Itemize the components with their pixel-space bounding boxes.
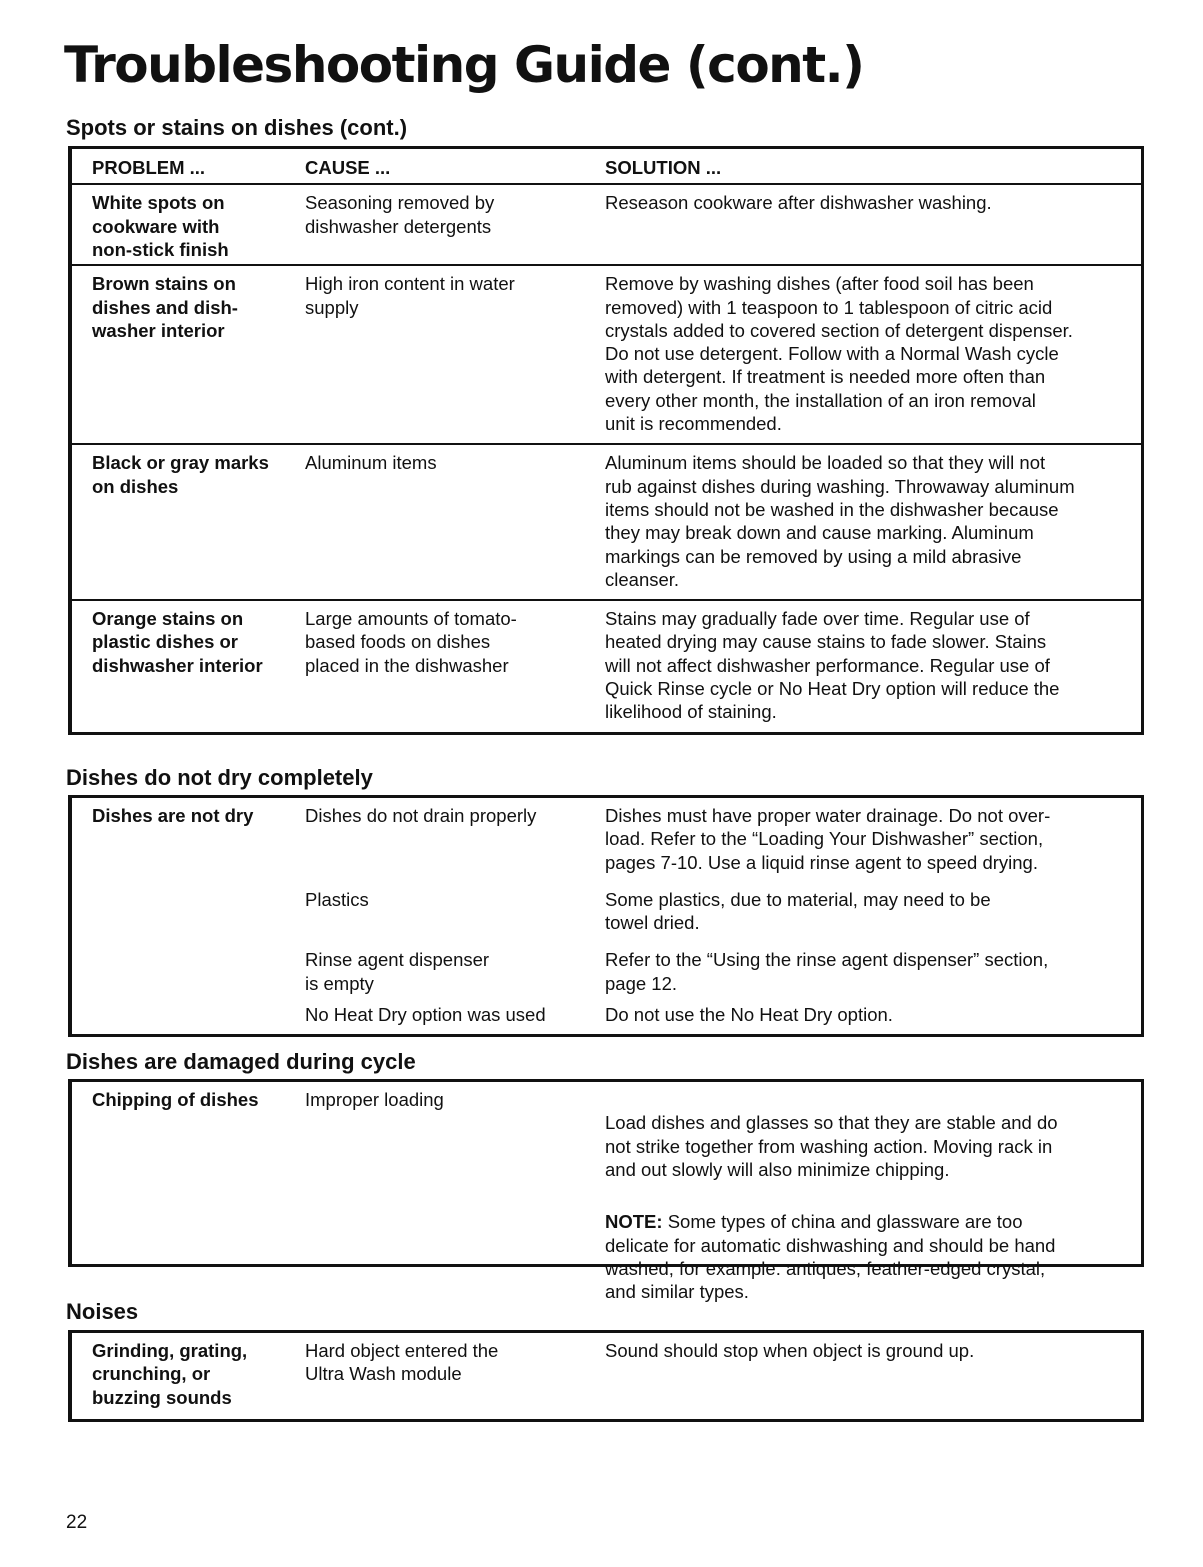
- table-row: [72, 882, 1141, 943]
- cause-cell: Rinse agent dispenser is empty: [305, 949, 490, 994]
- table-row: [72, 599, 1141, 731]
- note-label: NOTE:: [605, 1211, 663, 1233]
- problem-cell: Brown stains on dishes and dish- washer interior: [92, 273, 238, 341]
- solution-cell: [605, 1088, 1141, 1303]
- table-row: [72, 1333, 1141, 1419]
- table-row: [72, 443, 1141, 599]
- header-problem: PROBLEM ...: [92, 157, 206, 178]
- table-row: [72, 183, 1141, 264]
- dry-table: [68, 795, 1144, 1037]
- problem-cell: Dishes are not dry: [92, 805, 254, 826]
- solution-cell: Some plastics, due to material, may need to be towel dried.: [605, 888, 991, 934]
- note-text: Some types of china and glassware are too delicate for automatic dishwashing and should be hand washed; for example: antiques, feather-edged crystal, and similar types.: [605, 1211, 1056, 1303]
- cause-cell: Large amounts of tomato- based foods on dishes placed in the dishwasher: [305, 608, 517, 676]
- section-heading-spots: Spots or stains on dishes (cont.): [66, 115, 408, 140]
- problem-cell: Black or gray marks on dishes: [92, 452, 269, 497]
- solution-text: Load dishes and glasses so that they are stable and do not strike together from washing action. Moving rack in and out slowly will also minimize chipping.: [605, 1112, 1058, 1180]
- problem-cell: [72, 888, 305, 935]
- spots-table: [68, 146, 1144, 735]
- page-number: 22: [66, 1512, 88, 1533]
- solution-cell: Refer to the “Using the rinse agent dispenser” section, page 12.: [605, 949, 1049, 994]
- problem-cell: Orange stains on plastic dishes or dishwasher interior: [92, 608, 263, 676]
- cause-cell: Aluminum items: [305, 452, 437, 474]
- header-solution: SOLUTION ...: [605, 157, 722, 178]
- section-heading-dry: Dishes do not dry completely: [66, 765, 373, 790]
- page-title: Troubleshooting Guide (cont.): [64, 36, 864, 94]
- solution-cell: Do not use the No Heat Dry option.: [605, 1004, 893, 1026]
- solution-cell: Stains may gradually fade over time. Regular use of heated drying may cause stains to fade slower. Stains will not affect dishwasher performance. Regular use of Quick Rinse cycle or No Heat Dry option will reduce the likelihood of staining.: [605, 608, 1060, 723]
- damaged-table: [68, 1079, 1144, 1303]
- table-row: [72, 942, 1141, 1003]
- problem-cell: White spots on cookware with non-stick finish: [92, 192, 229, 260]
- cause-cell: Hard object entered the Ultra Wash module: [305, 1340, 499, 1385]
- problem-cell: Grinding, grating, crunching, or buzzing sounds: [92, 1340, 248, 1408]
- solution-cell: Reseason cookware after dishwasher washing.: [605, 192, 992, 214]
- noises-table: [68, 1330, 1144, 1422]
- cause-cell: Dishes do not drain properly: [305, 805, 537, 826]
- table-row: [72, 1003, 1141, 1034]
- table-row: [72, 264, 1141, 443]
- problem-cell: [72, 948, 305, 995]
- cause-cell: High iron content in water supply: [305, 273, 515, 318]
- header-cause: CAUSE ...: [305, 157, 391, 178]
- solution-cell: Aluminum items should be loaded so that they will not rub against dishes during washing. Throwaway aluminum items should not be washed in the dishwasher because they may break down and cause marking. Aluminum markings can be removed by using a mild abrasive cleanser.: [605, 452, 1075, 590]
- table-header-row: [72, 149, 1141, 183]
- cause-cell: Seasoning removed by dishwasher detergents: [305, 192, 495, 237]
- table-row: [72, 798, 1141, 882]
- solution-cell: Sound should stop when object is ground up.: [605, 1340, 975, 1361]
- solution-cell: Dishes must have proper water drainage. Do not over- load. Refer to the “Loading Your Dishwasher” section, pages 7-10. Use a liquid rinse agent to speed drying.: [605, 805, 1051, 873]
- cause-cell: Improper loading: [305, 1089, 444, 1110]
- problem-cell: Chipping of dishes: [92, 1089, 259, 1110]
- section-heading-damaged: Dishes are damaged during cycle: [66, 1049, 416, 1074]
- table-row: [72, 1082, 1141, 1303]
- solution-cell: Remove by washing dishes (after food soil has been removed) with 1 teaspoon to 1 tablespoon of citric acid crystals added to covered section of detergent dispenser. Do not use detergent. Follow with a Normal Wash cycle with detergent. If treatment is needed more often than every other month, the installation of an iron removal unit is recommended.: [605, 273, 1073, 435]
- cause-cell: No Heat Dry option was used: [305, 1004, 546, 1026]
- cause-cell: Plastics: [305, 888, 369, 910]
- note-paragraph: [605, 1210, 1129, 1303]
- problem-cell: [72, 1003, 305, 1026]
- section-heading-noises: Noises: [66, 1299, 139, 1324]
